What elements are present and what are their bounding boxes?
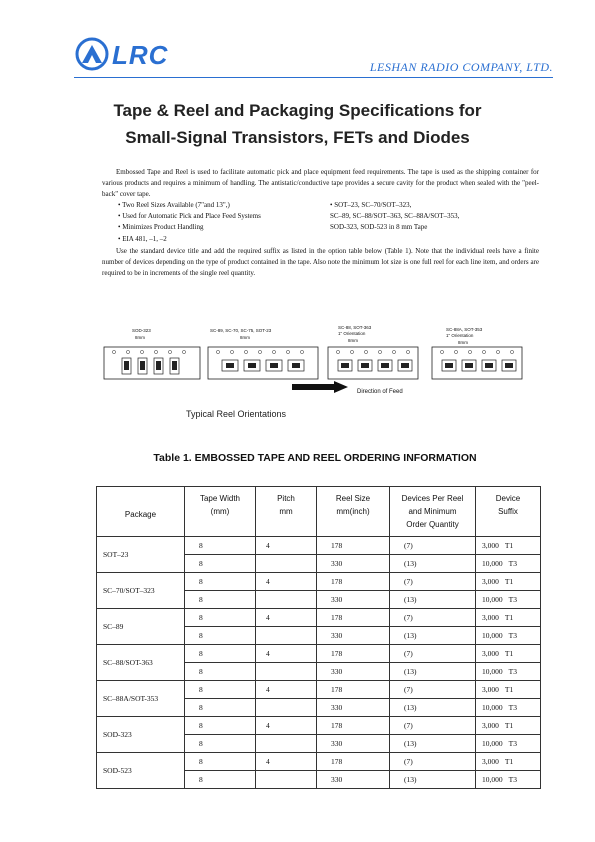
direction-arrow-icon [292,381,348,393]
group-label: SOD-323 [132,328,151,333]
cell-pitch: 4 [256,753,317,771]
cell-reel-inch: (13) [390,663,476,681]
cell-quantity: 10,000 [482,703,503,712]
group-orientation: 1" Orientation [446,333,474,338]
cell-reel-inch: (13) [390,627,476,645]
header-suffix: Device Suffix [476,487,541,537]
cell-reel-size: 178 [317,573,390,591]
cell-reel-size: 330 [317,699,390,717]
cell-suffix-code: T3 [508,739,517,748]
table-row [97,573,541,591]
cell-reel-size: 178 [317,681,390,699]
cell-pitch: 4 [256,573,317,591]
cell-suffix [476,555,541,573]
cell-reel-size: 330 [317,663,390,681]
table-row [97,609,541,627]
cell-tape-width: 8 [185,609,256,627]
header-package: Package [97,487,185,537]
cell-reel-inch: (13) [390,735,476,753]
cell-reel-inch: (13) [390,699,476,717]
group-label: SC-88A, SOT-353 [446,327,483,332]
cell-tape-width: 8 [185,537,256,555]
cell-suffix [476,627,541,645]
cell-reel-size: 330 [317,771,390,789]
cell-reel-inch: (7) [390,573,476,591]
cell-suffix-code: T1 [504,613,514,622]
header-reel-size: Reel Size mm(inch) [317,487,390,537]
cell-quantity: 10,000 [482,559,503,568]
cell-tape-width: 8 [185,753,256,771]
cell-quantity: 10,000 [482,667,503,676]
cell-suffix-code: T3 [508,559,517,568]
logo-text: LRC [112,40,169,70]
bullet-item: • Used for Automatic Pick and Place Feed Systems [118,212,261,221]
cell-suffix [476,663,541,681]
cell-suffix-code: T1 [504,577,514,586]
cell-suffix-code: T1 [504,685,514,694]
cell-quantity: 3,000 [482,613,499,622]
cell-reel-inch: (7) [390,753,476,771]
cell-suffix-code: T3 [508,595,517,604]
cell-reel-inch: (7) [390,609,476,627]
group-size: 8mm [240,335,250,340]
group-size: 8mm [348,338,358,343]
cell-tape-width: 8 [185,645,256,663]
cell-reel-inch: (7) [390,717,476,735]
cell-pitch: 4 [256,609,317,627]
cell-quantity: 10,000 [482,631,503,640]
cell-pitch [256,591,317,609]
bullet-item: SOD-323, SOD-523 in 8 mm Tape [330,223,428,232]
cell-suffix [476,645,541,663]
cell-quantity: 3,000 [482,685,499,694]
cell-quantity: 10,000 [482,739,503,748]
cell-reel-inch: (13) [390,591,476,609]
cell-pitch [256,771,317,789]
ordering-info-table [96,486,541,789]
cell-suffix-code: T3 [508,667,517,676]
cell-suffix-code: T1 [504,721,514,730]
cell-tape-width: 8 [185,771,256,789]
cell-reel-inch: (13) [390,555,476,573]
cell-pitch: 4 [256,717,317,735]
header-pitch: Pitch mm [256,487,317,537]
bullet-item: • Minimizes Product Handling [118,223,204,232]
header-tape-width: Tape Width (mm) [185,487,256,537]
cell-suffix [476,537,541,555]
cell-package: SC–70/SOT–323 [97,573,185,609]
cell-tape-width: 8 [185,699,256,717]
cell-reel-inch: (7) [390,537,476,555]
cell-pitch: 4 [256,681,317,699]
table-row [97,645,541,663]
group-size: 8mm [458,340,468,345]
page-title-line2: Small-Signal Transistors, FETs and Diodes [125,128,470,147]
bullet-list-left [118,200,261,245]
cell-reel-size: 330 [317,591,390,609]
cell-suffix-code: T1 [504,649,514,658]
cell-pitch [256,735,317,753]
cell-tape-width: 8 [185,663,256,681]
cell-reel-size: 178 [317,609,390,627]
cell-reel-size: 330 [317,735,390,753]
table-row [97,537,541,555]
cell-suffix-code: T1 [504,541,514,550]
table-row [97,717,541,735]
cell-quantity: 3,000 [482,649,499,658]
cell-suffix-code: T3 [508,775,517,784]
cell-suffix-code: T3 [508,703,517,712]
bullet-item: • SOT–23, SC–70/SOT–323, [330,201,412,209]
cell-suffix [476,753,541,771]
cell-reel-inch: (13) [390,771,476,789]
cell-reel-size: 330 [317,627,390,645]
group-size: 8mm [135,335,145,340]
table-row [97,753,541,771]
table-title: Table 1. EMBOSSED TAPE AND REEL ORDERING INFORMATION [153,452,477,464]
cell-suffix [476,771,541,789]
cell-quantity: 3,000 [482,757,499,766]
cell-tape-width: 8 [185,681,256,699]
cell-tape-width: 8 [185,717,256,735]
cell-pitch: 4 [256,537,317,555]
cell-suffix [476,609,541,627]
group-orientation: 1" Orientation [338,331,366,336]
cell-quantity: 10,000 [482,595,503,604]
company-name: LESHAN RADIO COMPANY, LTD. [369,60,553,74]
cell-reel-size: 178 [317,717,390,735]
reel-orientation-diagram [102,323,542,403]
cell-quantity: 3,000 [482,541,499,550]
cell-package: SC–88A/SOT-353 [97,681,185,717]
cell-tape-width: 8 [185,555,256,573]
bullet-item: • Two Reel Sizes Available (7"and 13",) [118,201,230,209]
cell-quantity: 3,000 [482,721,499,730]
cell-reel-size: 178 [317,753,390,771]
intro-paragraph [102,167,539,201]
cell-pitch: 4 [256,645,317,663]
cell-suffix [476,591,541,609]
cell-package: SOD-323 [97,717,185,753]
cell-quantity: 10,000 [482,775,503,784]
group-label: SC-88, SOT-363 [338,325,372,330]
cell-pitch [256,627,317,645]
cell-suffix [476,717,541,735]
cell-tape-width: 8 [185,627,256,645]
cell-reel-size: 178 [317,537,390,555]
table-header-row [97,487,541,537]
cell-quantity: 3,000 [482,577,499,586]
table-row [97,681,541,699]
intro-paragraph-2 [102,246,539,280]
cell-suffix [476,699,541,717]
direction-label: Direction of Feed [357,389,403,395]
page-title-line1: Tape & Reel and Packaging Specifications for [113,101,482,120]
cell-package: SC–89 [97,609,185,645]
cell-suffix-code: T1 [504,757,514,766]
intro-text-1: Embossed Tape and Reel is used to facilitate automatic pick and place equipment feed requirements. The tape is used as the shipping container for various products and requires a minimum of handling. The antistatic/conductive tape provides a secure cavity for the product when sealed with the "peel-back" cover tape. [102,168,539,199]
cell-package: SOT–23 [97,537,185,573]
bullet-list-right [330,200,459,234]
cell-pitch [256,555,317,573]
cell-reel-inch: (7) [390,645,476,663]
cell-pitch [256,663,317,681]
diagram-caption: Typical Reel Orientations [186,409,287,419]
group-label: SC-89, SC-70, SC-75, SOT-23 [210,328,272,333]
cell-tape-width: 8 [185,591,256,609]
cell-pitch [256,699,317,717]
cell-suffix [476,573,541,591]
header-devices: Devices Per Reel and Minimum Order Quantity [390,487,476,537]
cell-suffix [476,735,541,753]
cell-reel-size: 178 [317,645,390,663]
cell-package: SC–88/SOT-363 [97,645,185,681]
cell-suffix-code: T3 [508,631,517,640]
cell-tape-width: 8 [185,735,256,753]
bullet-item: SC–89, SC–88/SOT–363, SC–88A/SOT–353, [330,212,460,221]
cell-suffix [476,681,541,699]
cell-tape-width: 8 [185,573,256,591]
cell-reel-size: 330 [317,555,390,573]
intro-text-2: Use the standard device title and add the required suffix as listed in the option table below (Table 1). Note that the individual reels have a finite number of devices depending on the type of product contained in the tape. Also note the minimum lot size is one full reel for each line item, and orders are required to be in increments of the single reel quantity. [102,247,539,278]
header-rule [74,77,553,78]
cell-package: SOD-523 [97,753,185,789]
bullet-item: • EIA 481, –1, –2 [118,234,167,243]
cell-reel-inch: (7) [390,681,476,699]
